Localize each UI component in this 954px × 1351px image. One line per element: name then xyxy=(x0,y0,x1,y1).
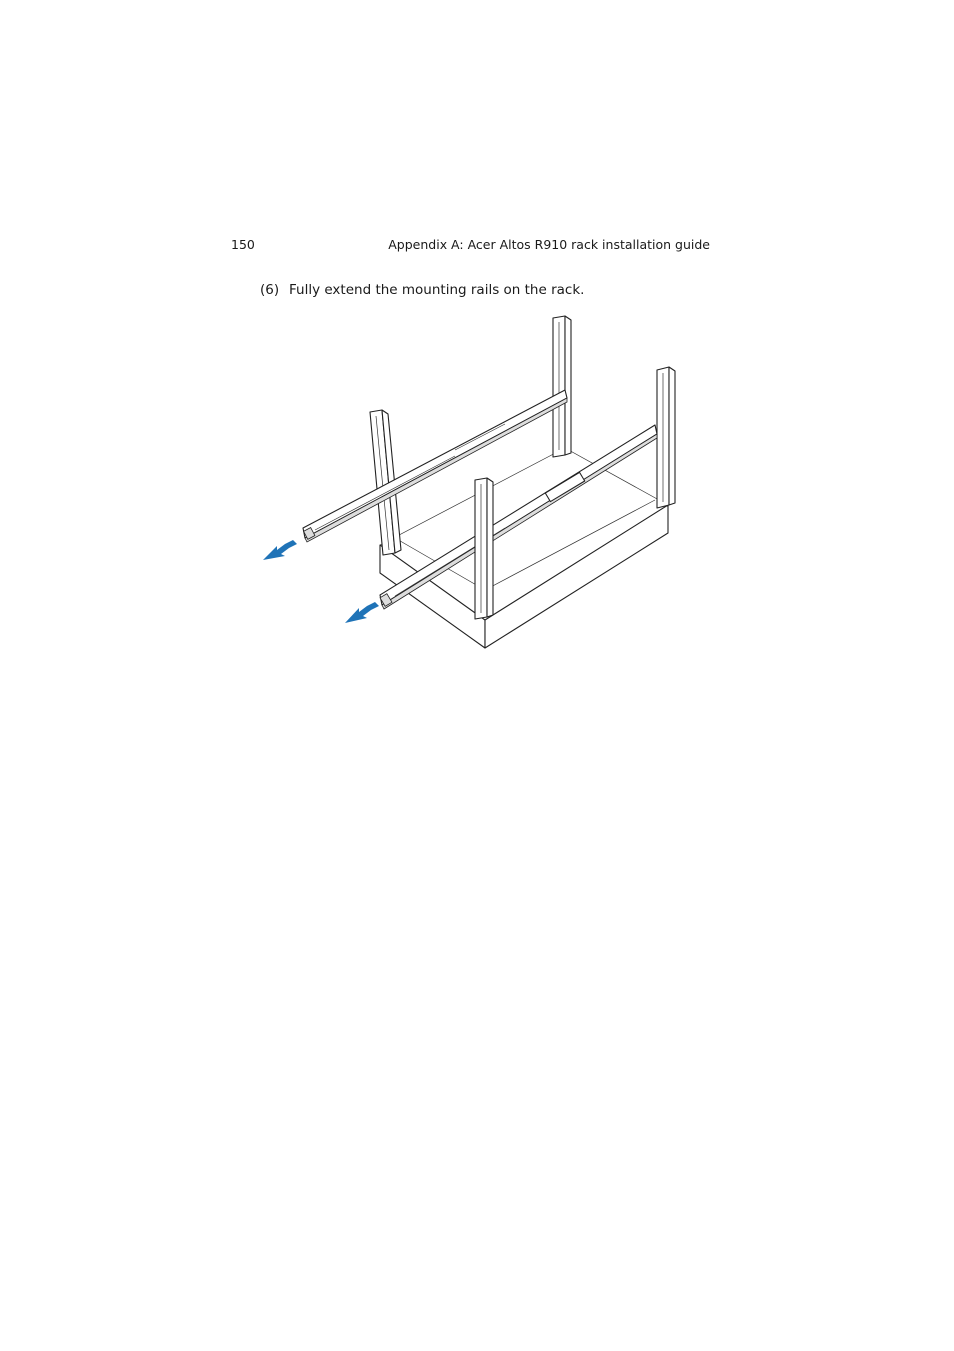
page-number: 150 xyxy=(231,237,255,252)
step-instruction xyxy=(260,281,584,299)
back-left-post xyxy=(553,316,571,457)
step-text: Fully extend the mounting rails on the rack. xyxy=(289,282,585,298)
running-header: Appendix A: Acer Altos R910 rack installation guide xyxy=(388,237,710,252)
back-right-post xyxy=(657,367,675,508)
pull-arrow-icon xyxy=(263,540,297,560)
front-right-post xyxy=(475,478,493,619)
right-mounting-rail xyxy=(380,425,657,609)
step-number: (6) xyxy=(260,282,280,298)
rack-rail-illustration xyxy=(255,310,685,655)
pull-arrow-icon xyxy=(345,602,379,623)
